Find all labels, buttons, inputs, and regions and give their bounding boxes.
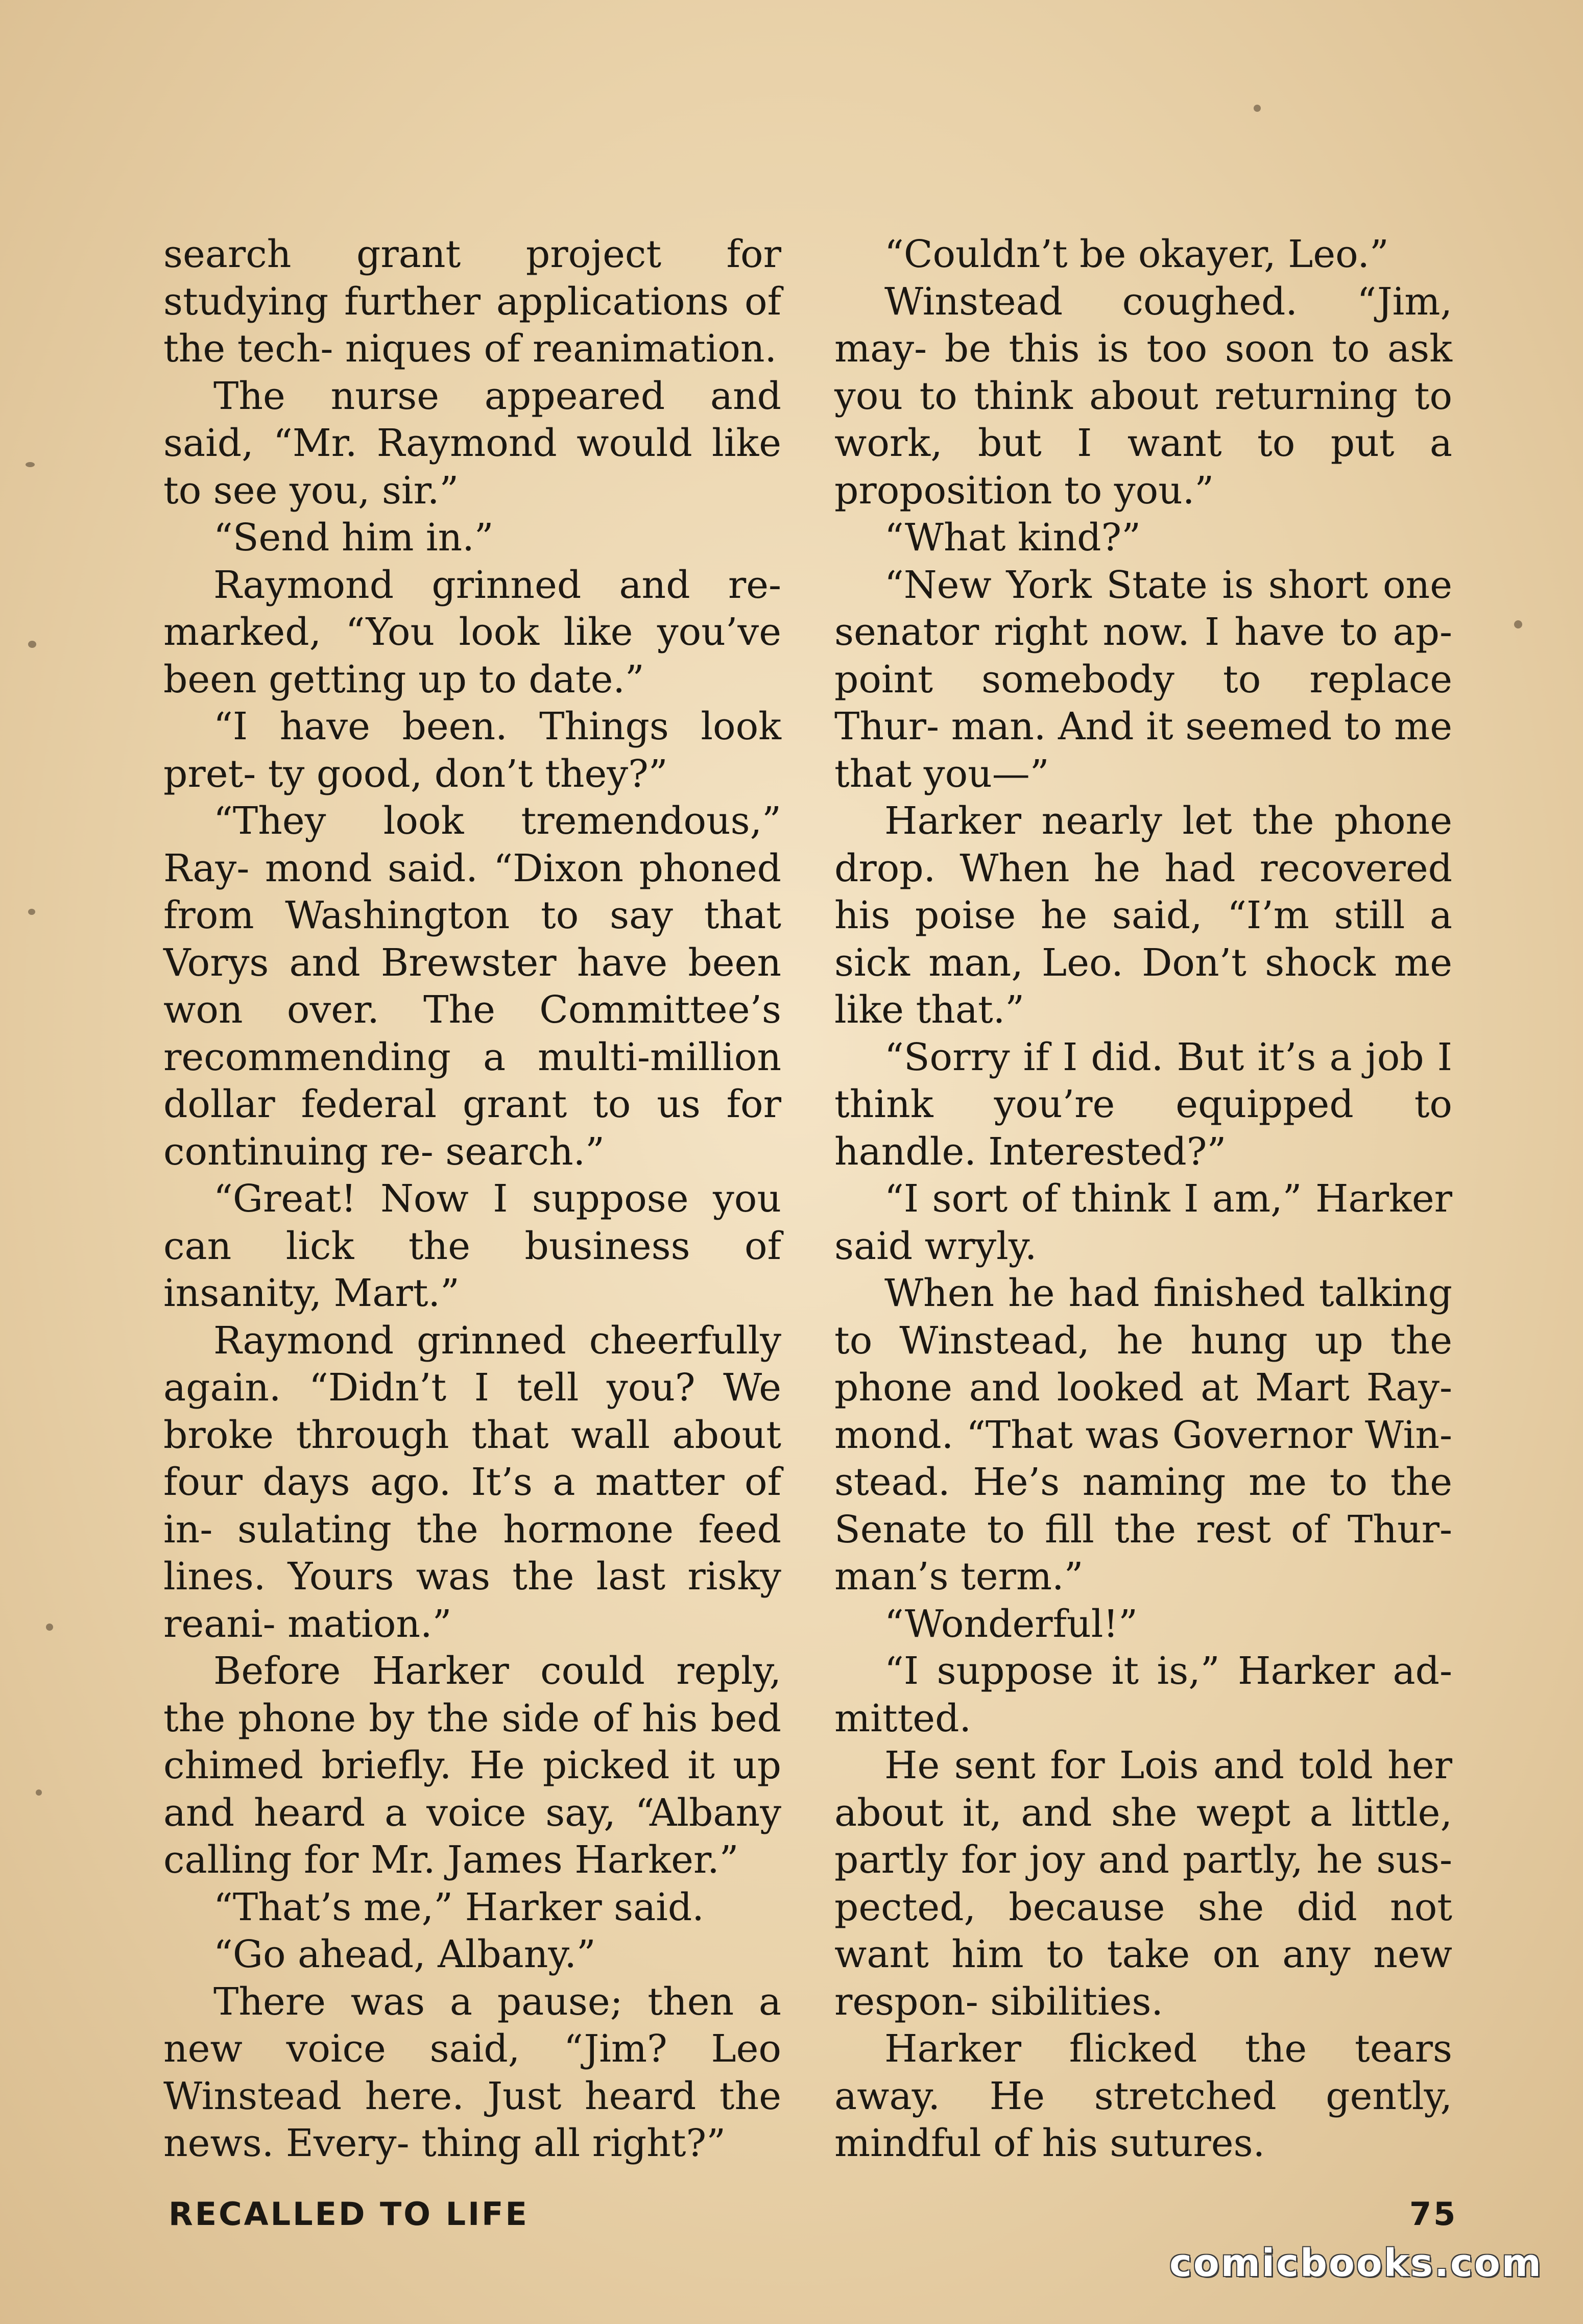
paragraph: Raymond grinned cheerfully again. “Didn’t I tell you? We broke through that wall about four days ago. It’s a matter of in- sulating the hormone feed lines. Yours was the last risky reani- mation.” <box>163 1318 781 1646</box>
watermark-text: comicbooks.com <box>1169 2241 1543 2285</box>
paper-speck <box>28 909 35 915</box>
paragraph: “Couldn’t be okayer, Leo.” <box>884 232 1389 276</box>
right-text-column <box>834 231 1452 2167</box>
paragraph: Harker flicked the tears away. He stretched gently, mindful of his sutures. <box>834 2027 1452 2165</box>
paragraph: Winstead coughed. “Jim, may- be this is too soon to ask you to think about returning to work, but I want to put a proposition to you.” <box>834 279 1452 513</box>
left-text-column <box>163 231 781 2167</box>
paragraph: There was a pause; then a new voice said, “Jim? Leo Winstead here. Just heard the news. Every- thing all right?” <box>163 1979 781 2165</box>
paper-speck <box>36 1789 42 1796</box>
paragraph: “I suppose it is,” Harker ad- mitted. <box>834 1649 1452 1740</box>
paragraph: “That’s me,” Harker said. <box>213 1885 704 1929</box>
paragraph: The nurse appeared and said, “Mr. Raymond would like to see you, sir.” <box>163 374 781 513</box>
paragraph: He sent for Lois and told her about it, and she wept a little, partly for joy and partly, he sus- pected, because she did not want him to take on any new respon- sibilities. <box>834 1744 1452 2024</box>
paper-speck <box>46 1624 53 1631</box>
paragraph: Raymond grinned and re- marked, “You look like you’ve been getting up to date.” <box>163 563 781 701</box>
paragraph: “They look tremendous,” Ray- mond said. “Dixon phoned from Washington to say that Vorys and Brewster have been won over. The Committee’s recommending a multi-million dollar federal grant to us for continuing re- search.” <box>163 799 781 1174</box>
running-footer-title: RECALLED TO LIFE <box>169 2195 529 2233</box>
paragraph: Before Harker could reply, the phone by the side of his bed chimed briefly. He picked it up and heard a voice say, “Albany calling for Mr. James Harker.” <box>163 1649 781 1882</box>
paragraph: “Sorry if I did. But it’s a job I think you’re equipped to handle. Interested?” <box>834 1035 1452 1174</box>
paragraph: “Wonderful!” <box>884 1602 1138 1646</box>
paragraph: Harker nearly let the phone drop. When he had recovered his poise he said, “I’m still a sick man, Leo. Don’t shock me like that.” <box>834 799 1452 1032</box>
paragraph: “New York State is short one senator right now. I have to ap- point somebody to replace Thur- man. And it seemed to me that you—” <box>834 563 1452 796</box>
paragraph: search grant project for studying further applications of the tech- niques of reanimation. <box>163 232 781 371</box>
paragraph: When he had finished talking to Winstead, he hung up the phone and looked at Mart Ray- mond. “That was Governor Win- stead. He’s naming me to the Senate to fill the rest of Thur- man’s term.” <box>834 1271 1452 1599</box>
paragraph: “Go ahead, Albany.” <box>213 1932 596 1976</box>
paragraph: “Send him in.” <box>213 516 494 560</box>
paper-speck <box>26 462 35 467</box>
paper-speck <box>1514 620 1522 628</box>
paper-speck <box>28 641 36 648</box>
paragraph: “What kind?” <box>884 516 1141 560</box>
paper-speck <box>1254 105 1261 112</box>
paragraph: “I have been. Things look pret- ty good, don’t they?” <box>163 705 781 796</box>
paragraph: “Great! Now I suppose you can lick the business of insanity, Mart.” <box>163 1177 781 1315</box>
page-number: 75 <box>1409 2195 1458 2233</box>
paragraph: “I sort of think I am,” Harker said wryly. <box>834 1177 1452 1268</box>
